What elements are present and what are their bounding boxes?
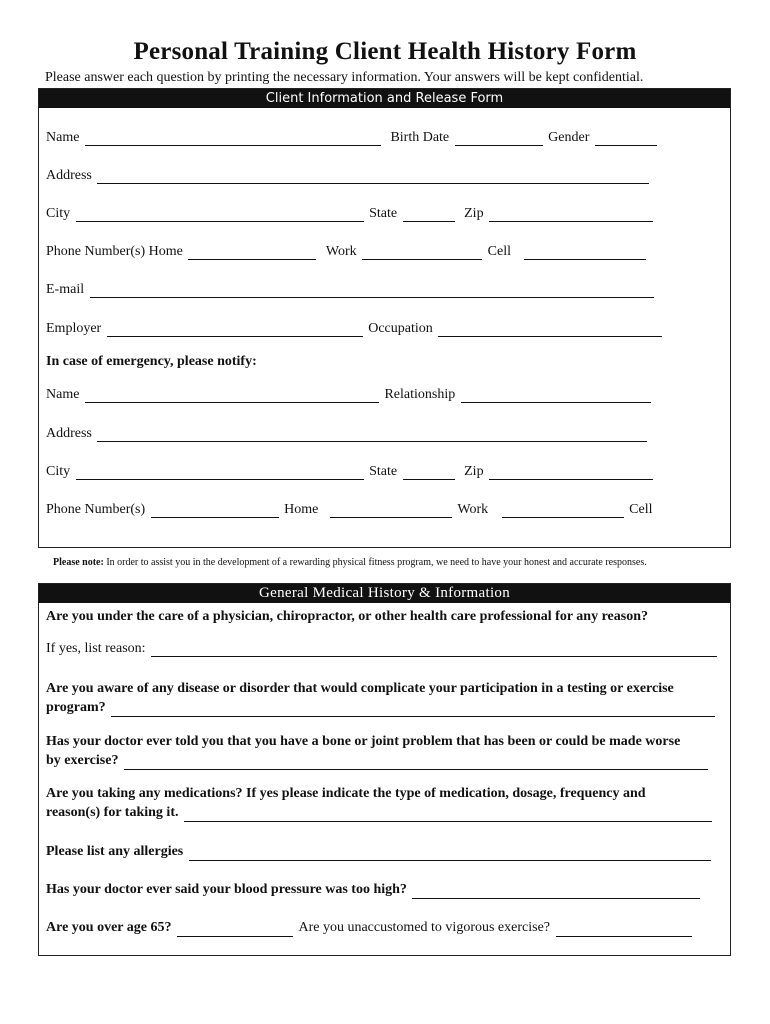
email-field[interactable] [90,283,654,298]
birth-date-field[interactable] [455,131,543,146]
client-information-section [38,88,731,548]
address-label: Address [46,168,92,183]
note-prefix: Please note: [53,557,104,568]
emergency-city-field[interactable] [76,465,364,480]
question-disease-line2: program? [46,700,106,715]
form-title: Personal Training Client Health History Form [133,38,637,65]
emergency-phone-work-field[interactable] [330,503,452,518]
state-label: State [369,206,398,221]
name-field[interactable] [85,131,381,146]
emergency-work-label: Work [457,502,489,517]
state-field[interactable] [403,207,455,222]
emergency-zip-field[interactable] [489,465,653,480]
phone-work-label: Work [325,244,357,259]
emergency-phone-label: Phone Number(s) [46,502,146,517]
emergency-phone-cell-field[interactable] [502,503,624,518]
emergency-address-label: Address [46,426,92,441]
followup-label: If yes, list reason: [46,641,146,656]
question-medications-line2: reason(s) for taking it. [46,805,179,820]
emergency-name-label: Name [46,387,80,402]
emergency-home-label: Home [284,502,319,517]
age-answer-field[interactable] [177,922,293,937]
medical-history-section [38,583,731,956]
emergency-address-field[interactable] [97,427,647,442]
question-disease-line1: Are you aware of any disease or disorder that would complicate your participation in a testing or exercise [46,681,674,696]
bone-joint-answer-field[interactable] [124,755,708,770]
relationship-label: Relationship [384,387,456,402]
question-bone-joint-line1: Has your doctor ever told you that you have a bone or joint problem that has been or could be made worse [46,734,681,749]
emergency-state-field[interactable] [403,465,455,480]
disease-answer-field[interactable] [111,702,715,717]
city-label: City [46,206,71,221]
question-medications-line1: Are you taking any medications? If yes please indicate the type of medication, dosage, frequency and [46,786,646,801]
address-row [46,168,724,184]
phone-row [46,244,724,260]
address-field[interactable] [97,169,649,184]
occupation-field[interactable] [438,322,662,337]
question-allergies-label: Please list any allergies [46,844,184,859]
birth-date-label: Birth Date [390,130,450,145]
emergency-zip-label: Zip [464,464,484,479]
employer-field[interactable] [107,322,363,337]
zip-label: Zip [464,206,484,221]
please-note [53,557,647,568]
email-row [46,282,724,298]
gender-field[interactable] [595,131,657,146]
emergency-cell-label: Cell [629,502,653,517]
emergency-phone-home-field[interactable] [151,503,279,518]
city-row [46,206,724,222]
emergency-city-row [46,464,724,480]
question-allergies [46,842,720,861]
name-label: Name [46,130,80,145]
client-section-header: Client Information and Release Form [39,89,730,108]
city-field[interactable] [76,207,364,222]
employer-label: Employer [46,321,102,336]
question-physician: Are you under the care of a physician, chiropractor, or other health care professional for any reason? [46,609,648,624]
question-bone-joint [46,732,720,770]
zip-field[interactable] [489,207,653,222]
vigorous-answer-field[interactable] [556,922,692,937]
emergency-phone-row [46,502,724,518]
followup-field[interactable] [151,642,717,657]
employer-row [46,321,724,337]
blood-pressure-answer-field[interactable] [412,884,700,899]
name-row [46,130,724,146]
relationship-field[interactable] [461,388,651,403]
form-subtitle: Please answer each question by printing the necessary information. Your answers will be kept confidential. [45,70,644,85]
question-vigorous-label: Are you unaccustomed to vigorous exercise? [298,920,550,935]
phone-home-label: Phone Number(s) Home [46,244,183,259]
emergency-name-field[interactable] [85,388,379,403]
medications-answer-field[interactable] [184,807,712,822]
question-blood-pressure [46,880,720,899]
followup-row [46,641,724,657]
emergency-heading: In case of emergency, please notify: [46,354,257,369]
gender-label: Gender [548,130,590,145]
question-medications [46,784,720,822]
question-disease [46,679,720,717]
emergency-name-row [46,387,724,403]
emergency-state-label: State [369,464,398,479]
question-age-exercise [46,918,720,937]
note-text: In order to assist you in the development of a rewarding physical fitness program, we need to have your honest and accurate responses. [106,557,647,568]
question-age-label: Are you over age 65? [46,920,172,935]
phone-cell-label: Cell [487,244,511,259]
question-blood-pressure-label: Has your doctor ever said your blood pressure was too high? [46,882,407,897]
emergency-city-label: City [46,464,71,479]
phone-cell-field[interactable] [524,245,646,260]
allergies-answer-field[interactable] [189,846,711,861]
phone-home-field[interactable] [188,245,316,260]
email-label: E-mail [46,282,85,297]
medical-section-header: General Medical History & Information [39,584,730,603]
occupation-label: Occupation [368,321,433,336]
phone-work-field[interactable] [362,245,482,260]
emergency-address-row [46,426,724,442]
question-bone-joint-line2: by exercise? [46,753,119,768]
